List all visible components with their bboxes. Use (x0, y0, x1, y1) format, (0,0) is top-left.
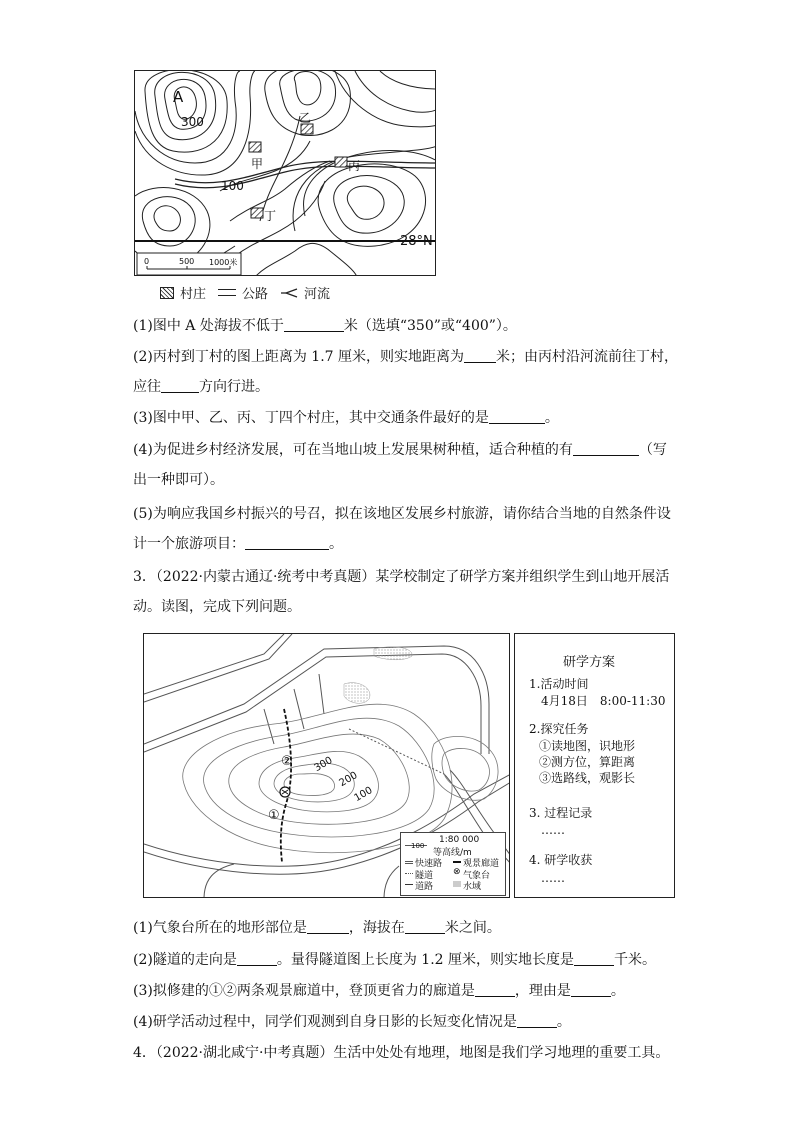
answer-blank[interactable] (464, 348, 496, 363)
answer-blank[interactable] (574, 951, 614, 966)
research-plan-box (514, 633, 675, 898)
q3-1-text-c: 米之间。 (444, 920, 501, 936)
point-a-label: A (173, 88, 184, 106)
plan-section-3: 3. 过程记录 (529, 806, 593, 820)
road-legend-icon (405, 884, 413, 885)
scale-1000-label: 1000米 (209, 258, 238, 267)
question-2-2 (133, 347, 678, 367)
elevation-200-label: 200 (337, 769, 360, 790)
tunnel-legend-icon (405, 873, 413, 874)
plan-section-3-value: …… (541, 823, 565, 837)
q2-4-text-b: （写 (638, 442, 667, 458)
question-3-1 (133, 918, 501, 938)
scale-0-label: 0 (144, 257, 150, 266)
answer-blank[interactable] (489, 409, 545, 424)
q2-3-text: (3)图中甲、乙、丙、丁四个村庄，其中交通条件最好的是 (133, 410, 489, 426)
q3-2-text: (2)隧道的走向是 (133, 952, 237, 968)
expressway-legend-icon (405, 861, 413, 864)
q3-3-text-b: ，理由是 (514, 983, 571, 999)
answer-blank[interactable] (284, 317, 344, 332)
q2-2-text-c: 应往 (133, 379, 161, 395)
weather-station-legend-label: 气象台 (463, 871, 491, 881)
village-jia-label: 甲 (251, 157, 264, 171)
plan-task-3: ③选路线，观影长 (539, 771, 636, 785)
plan-section-2: 2.探究任务 (529, 722, 589, 736)
question-3-intro (133, 567, 669, 587)
plan-section-1-value: 4月18日 8:00-11:30 (541, 694, 666, 708)
answer-blank[interactable] (405, 919, 445, 934)
research-map-legend (400, 832, 506, 896)
q2-1-text-end: 米（选填“350”或“400”）。 (343, 318, 517, 334)
question-2-2-cont (133, 377, 269, 397)
river-legend-icon (280, 287, 298, 299)
contour-map (134, 70, 436, 276)
elevation-300-label: 300 (181, 115, 204, 129)
q2-5-text: (5)为响应我国乡村振兴的号召，拟在该地区发展乡村旅游，请你结合当地的自然条件设 (133, 506, 671, 522)
question-3-intro-cont (133, 597, 301, 617)
answer-blank[interactable] (475, 982, 515, 997)
scale-label: 1:80 000 (439, 835, 480, 845)
q3-1-text-b: ，海拔在 (348, 920, 405, 936)
contour-legend-label: 等高线/m (433, 848, 472, 858)
water-legend-label: 水域 (463, 882, 482, 892)
answer-blank[interactable] (573, 441, 639, 456)
elevation-100-label: 100 (221, 179, 244, 193)
elevation-300-label: 300 (312, 754, 335, 775)
question-3-2 (133, 950, 656, 970)
question-2-3 (133, 408, 559, 428)
q3-intro-text: 3．（2022·内蒙古通辽·统考中考真题）某学校制定了研学方案并组织学生到山地开展活 (133, 569, 670, 585)
q2-5-text-b: 计一个旅游项目： (133, 536, 245, 552)
plan-section-4: 4. 研学收获 (529, 853, 593, 867)
map-legend (160, 283, 330, 302)
question-2-5-cont (133, 534, 343, 554)
water-legend-icon (453, 881, 461, 887)
answer-blank[interactable] (517, 1013, 557, 1028)
q2-4-text: (4)为促进乡村经济发展，可在当地山坡上发展果树种植，适合种植的有 (133, 442, 573, 458)
q2-2-text-mid: 米；由丙村沿河流前往丁村， (496, 349, 678, 365)
tunnel-legend-label: 隧道 (415, 871, 434, 881)
plan-task-2: ②测方位，算距离 (539, 755, 636, 769)
answer-blank[interactable] (307, 919, 349, 934)
village-yi-label: 乙 (299, 111, 312, 125)
question-3-3 (133, 981, 625, 1001)
q3-3-text: (3)拟修建的①②两条观景廊道中，登顶更省力的廊道是 (133, 983, 475, 999)
expressway-legend-label: 快速路 (415, 859, 443, 869)
q3-2-text-c: 千米。 (614, 952, 657, 968)
road-legend-label: 公路 (242, 287, 269, 302)
question-3-4 (133, 1012, 571, 1032)
q2-2-text: (2)丙村到丁村的图上距离为 1.7 厘米，则实地距离为 (133, 349, 464, 365)
q2-2-text-d: 方向行进。 (199, 379, 269, 395)
river-legend-label: 河流 (304, 287, 331, 302)
q3-4-text-b: 。 (556, 1014, 571, 1030)
q2-4-text-c: 出一种即可）。 (133, 472, 224, 488)
q3-1-text: (1)气象台所在的地形部位是 (133, 920, 307, 936)
village-legend-label: 村庄 (180, 287, 207, 302)
village-ding-label: 丁 (264, 209, 277, 223)
q3-intro-text-b: 动。读图，完成下列问题。 (133, 599, 301, 615)
plan-task-1: ①读地图，识地形 (539, 739, 636, 753)
q2-3-text-end: 。 (544, 410, 559, 426)
plan-section-1: 1.活动时间 (529, 677, 589, 691)
contour-value-label: 100 (411, 842, 425, 850)
question-2-4 (133, 440, 667, 460)
corridor-legend-icon (453, 861, 461, 863)
corridor-1-label: ① (268, 808, 280, 823)
question-4-intro (133, 1043, 669, 1063)
plan-section-4-value: …… (541, 871, 565, 885)
village-bing-label: 丙 (348, 159, 361, 173)
q3-3-text-c: 。 (610, 983, 625, 999)
answer-blank[interactable] (245, 535, 329, 550)
q3-4-text: (4)研学活动过程中，同学们观测到自身日影的长短变化情况是 (133, 1014, 517, 1030)
road-legend-icon (218, 289, 236, 296)
q2-5-text-c: 。 (329, 536, 343, 552)
q2-1-text: (1)图中 A 处海拔不低于 (133, 318, 284, 334)
question-2-5 (133, 504, 671, 524)
corridor-legend-label: 观景廊道 (463, 859, 500, 869)
corridor-2-label: ② (281, 754, 293, 769)
scale-500-label: 500 (179, 257, 195, 266)
village-legend-icon (160, 287, 174, 299)
latitude-label: 28°N (400, 234, 433, 249)
answer-blank[interactable] (161, 378, 199, 393)
road-legend-label: 道路 (415, 882, 434, 892)
plan-title: 研学方案 (563, 655, 616, 670)
q4-intro-text: 4．（2022·湖北咸宁·中考真题）生活中处处有地理，地图是我们学习地理的重要工具。 (133, 1045, 670, 1061)
answer-blank[interactable] (237, 951, 277, 966)
q3-2-text-b: 。量得隧道图上长度为 1.2 厘米，则实地长度是 (276, 952, 575, 968)
elevation-100-label: 100 (352, 784, 375, 805)
answer-blank[interactable] (571, 982, 611, 997)
question-2-1 (133, 316, 517, 336)
weather-station-legend-icon: ⊗ (453, 867, 461, 877)
question-2-4-cont (133, 470, 224, 490)
